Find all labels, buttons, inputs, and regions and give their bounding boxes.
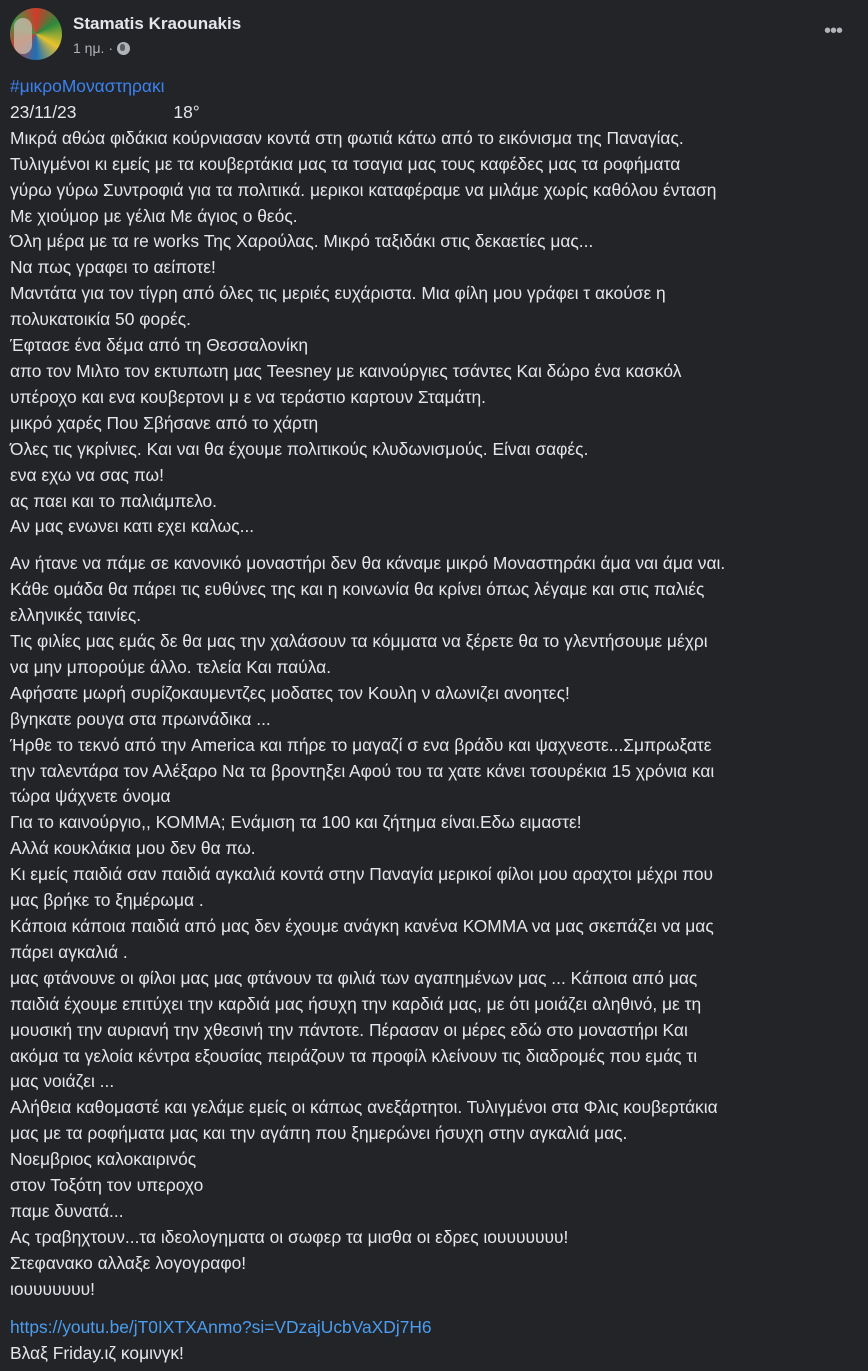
post-meta xyxy=(73,40,130,56)
text-line: βγηκατε ρουγα στα πρωινάδικα ... xyxy=(10,708,271,729)
text-line: Όλη μέρα με τα re works Της Χαρούλας. Μικρό ταξιδάκι στις δεκαετίες μας... xyxy=(10,231,594,252)
text-line: μας νοιάζει ... xyxy=(10,1071,115,1092)
text-line: μικρό χαρές Που Σβήσανε από το χάρτη xyxy=(10,412,319,433)
text-line: Τυλιγμένοι κι εμείς με τα κουβερτάκια μας τα τσαγια μας τους καφέδες μας τα ροφήματα xyxy=(10,153,681,174)
text-line: τώρα ψάχνετε όνομα xyxy=(10,786,171,807)
more-options-button[interactable]: ••• xyxy=(823,20,842,42)
temperature: 18° xyxy=(173,101,200,122)
author-name[interactable]: Stamatis Kraounakis xyxy=(73,14,242,33)
text-line: υπέροχο και ενα κουβερτονι μ ε να τεράστιο καρτουν Σταμάτη. xyxy=(10,386,486,407)
hashtag-link[interactable]: #μικροΜοναστηρακι xyxy=(10,76,165,96)
post-body xyxy=(10,74,865,1366)
text-line: πάρει αγκαλιά . xyxy=(10,941,128,962)
paragraph-2 xyxy=(10,551,865,1302)
text-line: Για το καινούργιο,, ΚΟΜΜΑ; Ενάμιση τα 100 και ζήτημα είναι.Εδω ειμαστε! xyxy=(10,812,582,833)
globe-icon xyxy=(117,42,130,55)
text-line: Κι εμείς παιδιά σαν παιδιά αγκαλιά κοντά στην Παναγία μερικοί φίλοι μου αραχτοι μέχρι που xyxy=(10,864,714,885)
text-line: Αν ήτανε να πάμε σε κανονικό μοναστήρι δεν θα κάναμε μικρό Μοναστηράκι άμα ναι άμα ναι. xyxy=(10,553,726,574)
youtube-link[interactable]: https://youtu.be/jT0IXTXAnmo?si=VDzajUcbVaXDj7H6 xyxy=(10,1316,432,1337)
text-line: Μικρά αθώα φιδάκια κούρνιασαν κοντά στη φωτιά κάτω από το εικόνισμα της Παναγίας. xyxy=(10,127,684,148)
text-line: μας με τα ροφήματα μας και την αγάπη που ξημερώνει ήσυχη στην αγκαλιά μας. xyxy=(10,1123,628,1144)
text-line: πολυκατοικία 50 φορές. xyxy=(10,309,192,330)
text-line: Να πως γραφει το αείποτε! xyxy=(10,257,216,278)
text-line: Αφήσατε μωρή συρίζοκαυμεντζες μοδατες τον Κουλη ν αλωνιζει ανοητες! xyxy=(10,682,570,703)
text-line: την ταλεντάρα τον Αλέξαρο Να τα βροντηξει Αφού του τα χατε κάνει τσουρέκια 15 χρόνια και xyxy=(10,760,715,781)
text-line: Με χιούμορ με γέλια Με άγιος ο θεός. xyxy=(10,205,298,226)
text-line: Τις φιλίες μας εμάς δε θα μας την χαλάσουν τα κόμματα να ξέρετε θα το γλεντήσουμε μέχρι xyxy=(10,631,708,652)
post-time[interactable]: 1 ημ. xyxy=(73,40,105,56)
text-line: ενα εχω να σας πω! xyxy=(10,464,164,485)
post-date: 23/11/23 xyxy=(10,101,77,122)
text-line: Κάποια κάποια παιδιά από μας δεν έχουμε ανάγκη κανένα ΚΟΜΜΑ να μας σκεπάζει να μας xyxy=(10,916,714,936)
text-line: Ήρθε το τεκνό από την America και πήρε το μαγαζί σ ενα βράδυ και ψαχνεστε...Σμπρωξατε xyxy=(10,734,712,755)
text-line: ας παει και το παλιάμπελο. xyxy=(10,490,218,511)
text-line: Κάθε ομάδα θα πάρει τις ευθύνες της και η κοινωνία θα κρίνει όπως λέγαμε και στις παλιές xyxy=(10,579,705,600)
text-line: μουσική την αυριανή την χθεσινή την πάντοτε. Πέρασαν οι μέρες εδώ στο μοναστήρι Και xyxy=(10,1019,688,1040)
separator: · xyxy=(108,40,114,56)
text-line: Αν μας ενωνει κατι εχει καλως... xyxy=(10,516,255,537)
text-line: Έφτασε ένα δέμα από τη Θεσσαλονίκη xyxy=(10,335,309,356)
text-line: Ας τραβηχτουν...τα ιδεολογηματα οι σωφερ τα μισθα οι εδρες ιουυυυυυυ! xyxy=(10,1226,569,1247)
text-line: στον Τοξότη τον υπεροχο xyxy=(10,1175,204,1196)
text-line: ελληνικές ταινίες. xyxy=(10,605,142,626)
text-line: Νοεμβριος καλοκαιρινός xyxy=(10,1149,197,1170)
text-line: γύρω γύρω Συντροφιά για τα πολιτικά. μερικοι καταφέραμε να μιλάμε χωρίς καθόλου ένταση xyxy=(10,179,717,200)
text-line: απο τον Μιλτο τον εκτυπωτη μας Teesney με καινούργιες τσάντες Και δώρο ένα κασκόλ xyxy=(10,360,682,381)
text-line: ακόμα τα γελοία κέντρα εξουσίας πειράζουν τα προφίλ κλείνουν τις διαδρομές που εμάς τι xyxy=(10,1045,698,1066)
text-line: μας φτάνουνε οι φίλοι μας μας φτάνουν τα φιλιά των αγαπημένων μας ... Κάποια από μας xyxy=(10,967,698,988)
date-line xyxy=(10,100,865,126)
text-line: παιδιά έχουμε επιτύχει την καρδιά μας ήσυχη την καρδιά μας, με ότι μοιάζει αληθινό, με τη xyxy=(10,993,702,1014)
text-line: ιουυυυυυυ! xyxy=(10,1278,95,1299)
text-line: να μην μπορούμε άλλο. τελεία Και παύλα. xyxy=(10,656,332,677)
text-line: Αλήθεια καθομαστέ και γελάμε εμείς οι κάπως ανεξάρτητοι. Τυλιγμένοι στα Φλις κουβερτάκια xyxy=(10,1097,718,1118)
post-header xyxy=(10,8,868,68)
text-line: Αλλά κουκλάκια μου δεν θα πω. xyxy=(10,838,256,859)
text-line: Μαντάτα για τον τίγρη από όλες τις μεριές ευχάριστα. Μια φίλη μου γράφει τ ακούσε η xyxy=(10,283,666,304)
paragraph-1 xyxy=(10,126,865,541)
text-line: παμε δυνατά... xyxy=(10,1200,124,1221)
text-line: Στεφανακο αλλαξε λογογραφο! xyxy=(10,1252,247,1273)
text-line: μας βρήκε το ξημέρωμα . xyxy=(10,890,204,911)
closing-line: Βλαξ Friday.ιζ κομινγκ! xyxy=(10,1342,184,1363)
text-line: Όλες τις γκρίνιες. Και ναι θα έχουμε πολιτικούς κλυδωνισμούς. Είναι σαφές. xyxy=(10,438,589,459)
author-avatar[interactable] xyxy=(10,8,62,60)
